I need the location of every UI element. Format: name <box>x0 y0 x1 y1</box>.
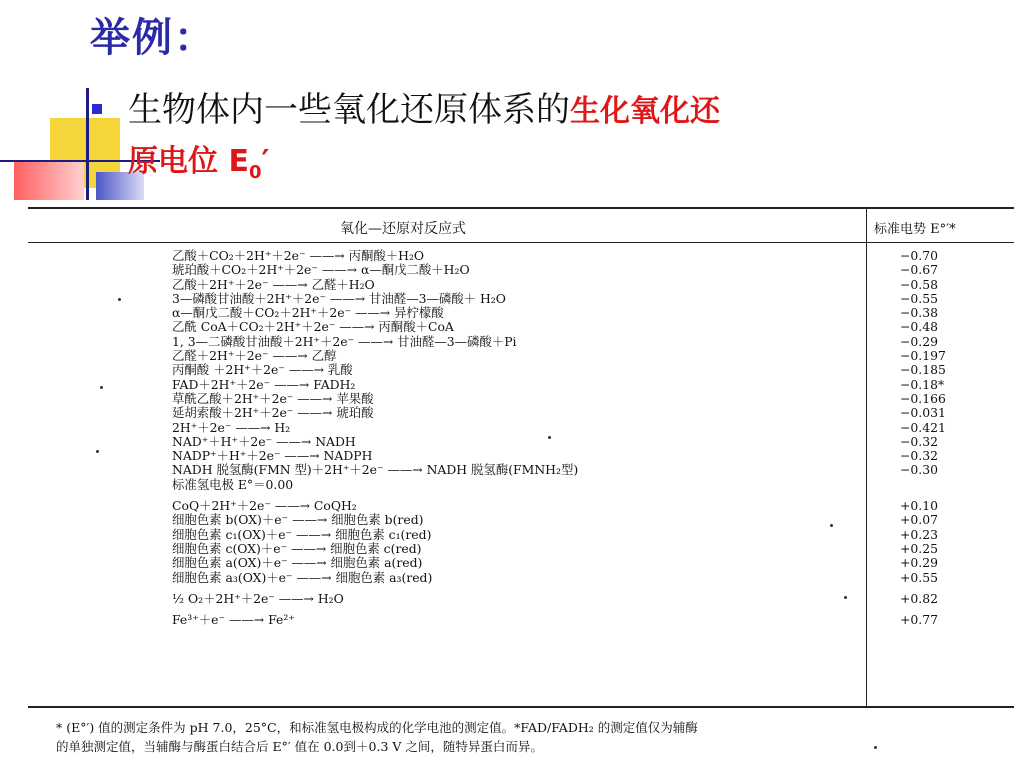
scan-speck <box>96 450 99 453</box>
reaction-row: CoQ＋2H⁺＋2e⁻ ——→ CoQH₂ <box>172 498 357 514</box>
potential-value: +0.55 <box>900 569 938 585</box>
reaction-column <box>172 249 862 627</box>
intro-plain: 生物体内一些氧化还原体系的 <box>128 90 570 130</box>
reaction-row: 细胞色素 c₁(OX)＋e⁻ ——→ 细胞色素 c₁(red) <box>172 526 432 542</box>
reaction-row: 乙酸＋CO₂＋2H⁺＋2e⁻ ——→ 丙酮酸＋H₂O <box>172 248 425 263</box>
reaction-row: Fe³⁺＋e⁻ ——→ Fe²⁺ <box>172 612 295 628</box>
scan-speck <box>118 298 121 301</box>
potential-value: −0.32 <box>900 448 938 464</box>
potential-value <box>900 478 1010 492</box>
decor-vertical-line <box>86 88 89 200</box>
symbol-e: E <box>228 144 249 179</box>
potential-value: −0.197 <box>900 348 946 364</box>
potential-value: +0.82 <box>900 590 938 606</box>
intro-highlight-line2 <box>128 136 269 183</box>
potential-value: +0.25 <box>900 540 938 556</box>
reaction-row: 1, 3—二磷酸甘油酸＋2H⁺＋2e⁻ ——→ 甘油醛—3—磷酸＋Pi <box>172 333 517 349</box>
potential-column <box>900 249 1010 627</box>
reaction-row: NADH 脱氢酶(FMN 型)＋2H⁺＋2e⁻ ——→ NADH 脱氢酶(FMNH₂型) <box>172 462 579 478</box>
scan-speck <box>548 436 551 439</box>
potential-value: −0.031 <box>900 405 946 421</box>
table-header-potential: 标准电势 E°′* <box>874 222 956 237</box>
potential-value: +0.23 <box>900 526 938 542</box>
footnote-line-2: 的单独测定值，当辅酶与酶蛋白结合后 E°′ 值在 0.0到＋0.3 V 之间，随特异蛋白而异。 <box>56 739 543 754</box>
potential-value: −0.185 <box>900 362 946 378</box>
potential-value: −0.48 <box>900 319 938 335</box>
scan-speck <box>830 524 833 527</box>
reaction-row: 丙酮酸 ＋2H⁺＋2e⁻ ——→ 乳酸 <box>172 362 353 378</box>
scan-speck <box>844 596 847 599</box>
decor-red-bar <box>14 160 84 200</box>
reaction-row: 细胞色素 c(OX)＋e⁻ ——→ 细胞色素 c(red) <box>172 540 422 556</box>
table-header-reaction: 氧化—还原对反应式 <box>340 221 466 237</box>
potential-value: −0.67 <box>900 262 938 278</box>
footnote-line-1: * (E°′) 值的测定条件为 pH 7.0，25°C，和标准氢电极构成的化学电池的测定值。*FAD/FADH₂ 的测定值仅为辅酶 <box>56 720 698 735</box>
reaction-row: 乙醛＋2H⁺＋2e⁻ ——→ 乙醇 <box>172 348 337 364</box>
intro-highlight-1: 生化氧化还 <box>570 94 720 129</box>
reaction-row: 草酰乙酸＋2H⁺＋2e⁻ ——→ 苹果酸 <box>172 390 374 406</box>
symbol-sub: 0 <box>248 162 262 183</box>
reaction-row: 细胞色素 b(OX)＋e⁻ ——→ 细胞色素 b(red) <box>172 512 424 528</box>
potential-symbol <box>228 144 270 183</box>
potential-value: −0.421 <box>900 419 946 435</box>
scan-speck <box>874 746 877 749</box>
potential-value: −0.38 <box>900 305 938 321</box>
reaction-row: 2H⁺＋2e⁻ ——→ H₂ <box>172 419 291 435</box>
intro-highlight-2: 原电位 <box>128 144 218 179</box>
symbol-prime: ′ <box>261 144 270 179</box>
table-column-separator <box>866 208 867 706</box>
potential-value: −0.32 <box>900 433 938 449</box>
reaction-row: α—酮戊二酸＋CO₂＋2H⁺＋2e⁻ ——→ 异柠檬酸 <box>172 305 444 321</box>
potential-value: +0.07 <box>900 512 938 528</box>
reaction-row: 琥珀酸＋CO₂＋2H⁺＋2e⁻ ——→ α—酮戊二酸＋H₂O <box>172 262 470 278</box>
potential-value: −0.30 <box>900 462 938 478</box>
reaction-row: 3—磷酸甘油酸＋2H⁺＋2e⁻ ——→ 甘油醛—3—磷酸＋ H₂O <box>172 290 506 306</box>
potential-value: +0.10 <box>900 498 938 514</box>
potential-value: −0.70 <box>900 248 938 263</box>
reaction-row: ½ O₂＋2H⁺＋2e⁻ ——→ H₂O <box>172 590 344 606</box>
bullet-icon <box>92 104 102 114</box>
intro-text <box>128 82 720 131</box>
reaction-row: 细胞色素 a(OX)＋e⁻ ——→ 细胞色素 a(red) <box>172 555 423 571</box>
reaction-row: FAD＋2H⁺＋2e⁻ ——→ FADH₂ <box>172 376 356 392</box>
reaction-row: 乙酰 CoA＋CO₂＋2H⁺＋2e⁻ ——→ 丙酮酸＋CoA <box>172 319 454 335</box>
potential-value: −0.18* <box>900 376 945 392</box>
table-bottom-rule <box>28 706 1014 708</box>
potential-value: −0.29 <box>900 333 938 349</box>
potential-value: −0.55 <box>900 290 938 306</box>
reaction-row: 细胞色素 a₃(OX)＋e⁻ ——→ 细胞色素 a₃(red) <box>172 569 433 585</box>
reaction-row: 延胡索酸＋2H⁺＋2e⁻ ——→ 琥珀酸 <box>172 405 374 421</box>
potential-value: −0.166 <box>900 390 946 406</box>
potential-value: +0.77 <box>900 612 938 628</box>
reaction-row: 乙酸＋2H⁺＋2e⁻ ——→ 乙醛＋H₂O <box>172 276 375 292</box>
slide-title: 举例： <box>90 15 216 61</box>
potential-value: −0.58 <box>900 276 938 292</box>
reaction-row: 标准氢电极 E°＝0.00 <box>172 476 294 492</box>
potential-value: +0.29 <box>900 555 938 571</box>
reaction-row: NAD⁺＋H⁺＋2e⁻ ——→ NADH <box>172 433 356 449</box>
footnote <box>56 718 1016 756</box>
scan-speck <box>100 386 103 389</box>
reaction-row: NADP⁺＋H⁺＋2e⁻ ——→ NADPH <box>172 448 373 464</box>
